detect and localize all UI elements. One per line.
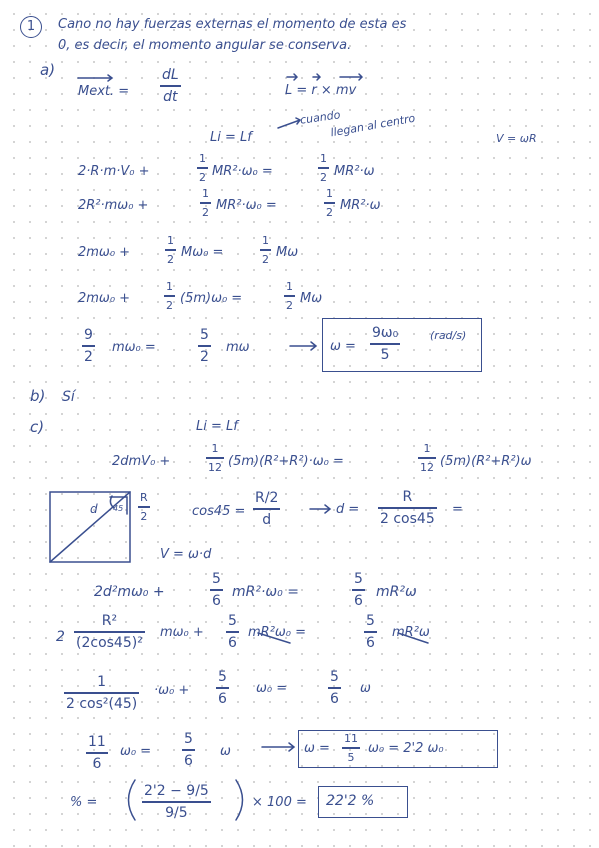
c-eq5-frac0 — [86, 735, 108, 771]
arrow-icon — [262, 743, 294, 751]
fraction-bar — [164, 295, 175, 297]
a-eq3-frac2 — [260, 235, 271, 265]
c-eq2-frac2 — [352, 572, 365, 608]
fraction-den: 5 — [347, 750, 355, 764]
fraction-num: 1 — [286, 280, 293, 293]
a-eq1-frac1 — [197, 153, 208, 183]
fraction-den: 2 cos45 — [380, 510, 435, 527]
fraction-den: 6 — [92, 755, 102, 772]
a-result-units: (rad/s) — [430, 329, 467, 342]
fraction-den: 9/5 — [165, 804, 188, 821]
fraction-den: 12 — [420, 460, 434, 474]
li-lf-a: Li = Lf — [210, 130, 252, 145]
angular-momentum-def: L = r × mv — [285, 83, 357, 98]
a-result-lhs: ω = — [330, 339, 356, 354]
a-eq4-post: Mω — [300, 291, 323, 306]
fraction-bar — [370, 343, 400, 345]
fraction-num: 1 — [326, 187, 333, 200]
fraction-bar — [418, 457, 436, 459]
fraction-bar — [210, 589, 223, 591]
fraction-bar — [284, 295, 295, 297]
mext-lhs: Mext. = — [78, 84, 130, 99]
v-omega-d: V = ω·d — [160, 547, 212, 562]
fraction-num: 5 — [218, 669, 227, 685]
c-eq4-frac2 — [328, 670, 341, 706]
section-b-label: b) — [30, 387, 46, 405]
fraction-bar — [364, 631, 377, 633]
right-paren — [236, 780, 243, 820]
fraction-num: 1 — [423, 442, 431, 455]
fraction-bar — [253, 508, 280, 510]
fraction-bar — [74, 631, 145, 633]
c-eq4-mid: ·ω₀ + — [154, 683, 190, 698]
a-eq2-mid: MR²·ω₀ = — [216, 198, 277, 213]
li-lf-c: Li = Lf — [196, 419, 238, 434]
c-eq3-frac1 — [226, 614, 239, 650]
note-llegan: llegan al centro — [329, 111, 417, 140]
fraction-num: 1 — [199, 152, 206, 165]
a-eq2-post: MR²·ω — [340, 198, 381, 213]
d-frac — [378, 490, 437, 526]
fraction-den: 12 — [208, 460, 222, 474]
c-eq4-frac1 — [216, 670, 229, 706]
fraction-den: 2 — [140, 509, 148, 523]
fraction-den: 2 — [286, 298, 293, 312]
fraction-bar — [324, 202, 335, 204]
fraction-den: 2 — [167, 252, 174, 266]
c-eq3-mid: mω₀ + — [160, 625, 204, 640]
figure-r-over-2 — [138, 492, 150, 522]
c-eq3-frac2 — [364, 614, 377, 650]
c-eq3-mid2: mR²ω₀ = — [248, 625, 307, 640]
arrow-icon — [290, 342, 316, 350]
pct-answer: 22'2 % — [326, 793, 375, 809]
fraction-bar — [197, 167, 208, 169]
c-eq5-mid: ω₀ = — [120, 744, 152, 759]
a-eq3-post: Mω — [276, 245, 299, 260]
fraction-num: 5 — [184, 731, 193, 747]
c-eq2-frac1 — [210, 572, 223, 608]
v-omega-r: V = ωR — [496, 132, 537, 145]
figure-d-label: d — [90, 502, 98, 516]
fraction-den: 2 — [262, 252, 269, 266]
fraction-bar — [64, 692, 139, 694]
c-eq1-post: (5m)(R²+R²)ω — [440, 454, 532, 469]
fraction-bar — [198, 345, 211, 347]
a-eq2-frac2 — [324, 188, 335, 218]
fraction-num: 11 — [88, 734, 106, 750]
c-eq3-coef: 2 — [56, 629, 65, 645]
a-eq1-mid: MR²·ω₀ = — [212, 164, 273, 179]
a-eq5-frac1 — [82, 328, 95, 364]
fraction-den: dt — [163, 88, 178, 105]
a-eq5-post: mω — [226, 340, 250, 355]
fraction-num: 1 — [320, 152, 327, 165]
a-eq5-mid: mω₀ = — [112, 340, 156, 355]
a-eq3-frac1 — [165, 235, 176, 265]
fraction-den: d — [262, 511, 272, 528]
section-b-answer: Sí — [62, 389, 75, 405]
fraction-num: 1 — [202, 187, 209, 200]
cos-lhs: cos45 = — [192, 504, 246, 519]
c-eq2-mid: mR²·ω₀ = — [232, 584, 299, 600]
c-eq4-mid2: ω₀ = — [256, 681, 288, 696]
c-result-rhs: ω₀ = 2'2 ω₀ — [368, 741, 444, 756]
fraction-num: 1 — [97, 674, 107, 690]
fraction-num: 1 — [211, 442, 219, 455]
c-eq2-post: mR²ω — [376, 584, 417, 600]
note-cuando: cuando — [299, 108, 342, 127]
c-eq1-pre: 2dmV₀ + — [112, 454, 171, 469]
arrow-icon — [278, 118, 300, 128]
fraction-num: 1 — [167, 234, 174, 247]
fraction-den: 2 — [320, 170, 327, 184]
fraction-bar — [142, 801, 211, 803]
fraction-num: 5 — [228, 613, 237, 629]
c-result-lhs: ω = — [304, 741, 330, 756]
vector-arrow-icon — [78, 75, 112, 81]
a-eq4-frac2 — [284, 281, 295, 311]
fraction-bar — [206, 457, 224, 459]
intro-line-1: Cano no hay fuerzas externas el momento de esta es — [58, 17, 407, 32]
problem-number: 1 — [20, 16, 42, 38]
pct-lhs: % = — [70, 795, 98, 810]
fraction-den: 2 cos²(45) — [66, 695, 138, 712]
fraction-num: 1 — [166, 280, 173, 293]
fraction-den: 2 — [84, 348, 93, 365]
fraction-num: 9ω₀ — [372, 325, 399, 341]
fraction-den: 6 — [212, 592, 221, 609]
c-result-frac — [342, 733, 360, 763]
c-eq3-post: mR²ω — [392, 625, 430, 640]
c-eq5-frac1 — [182, 732, 195, 768]
fraction-den: 2 — [202, 205, 209, 219]
fraction-den: 6 — [330, 690, 339, 707]
fraction-den: 6 — [366, 634, 375, 651]
a-eq4-mid: (5m)ω₀ = — [180, 291, 243, 306]
d-lhs: d = — [336, 502, 360, 517]
fraction-num: 2'2 − 9/5 — [144, 783, 209, 799]
section-c-label: c) — [30, 418, 45, 436]
fraction-den: 6 — [354, 592, 363, 609]
fraction-den: 6 — [228, 634, 237, 651]
fraction-bar — [200, 202, 211, 204]
c-eq5-post: ω — [220, 744, 231, 759]
fraction-bar — [160, 85, 181, 87]
fraction-den: 2 — [326, 205, 333, 219]
a-eq4-frac1 — [164, 281, 175, 311]
c-eq4-post: ω — [360, 681, 371, 696]
a-eq3-pre: 2mω₀ + — [78, 245, 131, 260]
fraction-num: R/2 — [255, 490, 279, 506]
figure-angle-label: 45 — [113, 504, 124, 513]
cos-frac — [253, 491, 280, 527]
fraction-num: 5 — [354, 571, 363, 587]
fraction-bar — [352, 589, 365, 591]
fraction-num: 1 — [262, 234, 269, 247]
a-eq2-frac1 — [200, 188, 211, 218]
intro-line-2: 0, es decir, el momento angular se conserva. — [58, 38, 352, 53]
fraction-den: (2cos45)² — [76, 634, 143, 651]
fraction-bar — [328, 687, 341, 689]
c-eq2-pre: 2d²mω₀ + — [94, 584, 165, 600]
d-trailing-eq: = — [452, 502, 463, 517]
fraction-den: 6 — [184, 752, 193, 769]
fraction-den: 2 — [166, 298, 173, 312]
pct-times: × 100 = — [252, 795, 307, 810]
fraction-num: 11 — [344, 732, 358, 745]
fraction-bar — [165, 249, 176, 251]
a-eq3-mid: Mω₀ = — [181, 245, 224, 260]
a-eq2-pre: 2R²·mω₀ + — [78, 198, 149, 213]
fraction-bar — [182, 749, 195, 751]
fraction-bar — [342, 747, 360, 749]
a-eq5-frac2 — [198, 328, 211, 364]
fraction-num: dL — [162, 67, 179, 83]
fraction-bar — [378, 507, 437, 509]
c-eq1-frac2 — [418, 443, 436, 473]
fraction-bar — [216, 687, 229, 689]
a-eq1-pre: 2·R·m·V₀ + — [78, 164, 150, 179]
fraction-den: 2 — [199, 170, 206, 184]
fraction-bar — [260, 249, 271, 251]
left-paren — [129, 780, 136, 820]
fraction-den: 6 — [218, 690, 227, 707]
a-eq1-post: MR²·ω — [334, 164, 375, 179]
fraction-num: R — [140, 491, 148, 504]
fraction-den: 5 — [380, 346, 390, 363]
section-a-label: a) — [40, 61, 56, 79]
fraction-den: 2 — [200, 348, 209, 365]
a-eq4-pre: 2mω₀ + — [78, 291, 131, 306]
a-result-frac — [370, 326, 400, 362]
fraction-num: 5 — [366, 613, 375, 629]
fraction-num: 5 — [200, 327, 209, 343]
arrow-icon — [310, 505, 330, 513]
fraction-num: 5 — [212, 571, 221, 587]
fraction-bar — [138, 506, 150, 508]
mext-fraction — [160, 68, 181, 104]
fraction-bar — [82, 345, 95, 347]
c-eq1-frac1 — [206, 443, 224, 473]
fraction-bar — [86, 752, 108, 754]
c-eq3-frac0 — [74, 614, 145, 650]
vector-arrow-icon — [313, 74, 320, 80]
fraction-num: 5 — [330, 669, 339, 685]
a-eq1-frac2 — [318, 153, 329, 183]
fraction-num: 9 — [84, 327, 93, 343]
fraction-num: R² — [101, 613, 118, 629]
vector-arrow-icon — [340, 74, 362, 80]
pct-frac — [142, 784, 211, 820]
vector-arrow-icon — [287, 74, 297, 80]
fraction-num: R — [402, 489, 413, 505]
c-eq4-frac0 — [64, 675, 139, 711]
c-eq1-mid: (5m)(R²+R²)·ω₀ = — [228, 454, 344, 469]
fraction-bar — [318, 167, 329, 169]
fraction-bar — [226, 631, 239, 633]
